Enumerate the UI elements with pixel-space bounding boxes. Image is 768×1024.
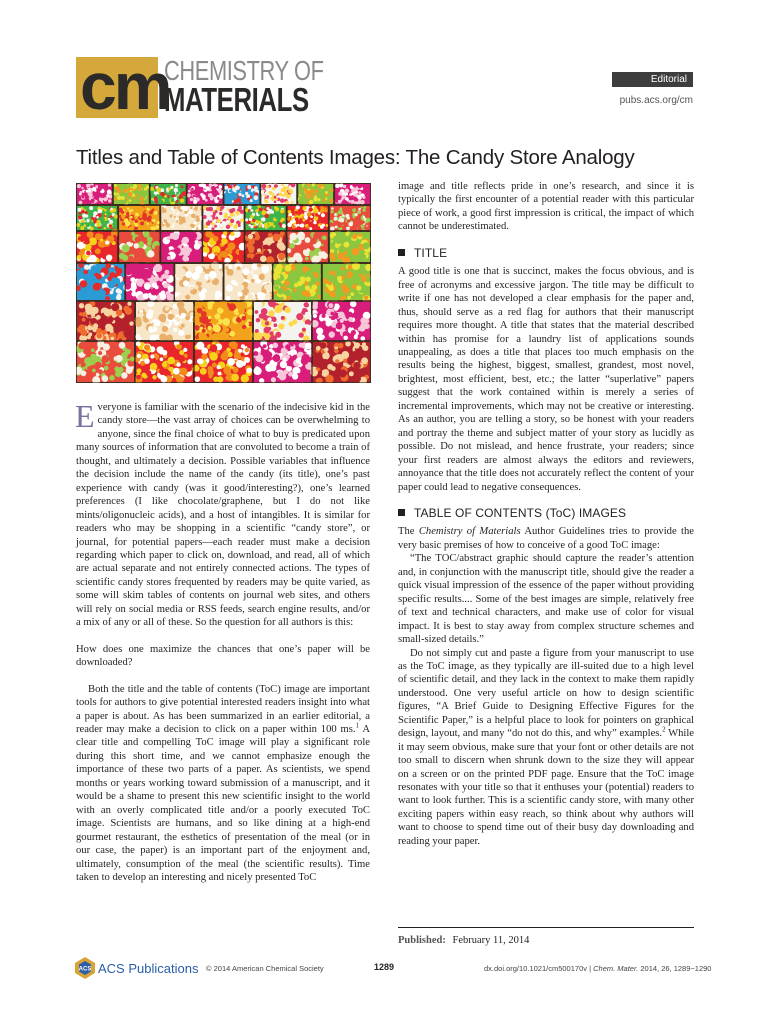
journal-logo-line1: CHEMISTRY OF [164,55,324,86]
paragraph-text: The [398,526,419,538]
journal-abbrev: Chem. Mater. [593,964,639,973]
journal-name: Chemistry of Materials [418,526,521,538]
citation-line [484,964,711,973]
section-heading-text: TITLE [414,245,448,260]
acs-logo-icon [74,956,96,980]
section-bullet-icon [398,509,405,516]
figure-advice-paragraph [398,647,694,849]
published-date: February 11, 2014 [452,935,530,946]
page-number: 1289 [374,962,395,972]
section-bullet-icon [398,249,405,256]
journal-url[interactable]: pubs.acs.org/cm [619,95,693,106]
journal-logo-line2: MATERIALS [164,81,309,118]
section-heading-text: TABLE OF CONTENTS (ToC) IMAGES [414,505,627,520]
reference-2[interactable]: 2 [662,725,666,734]
article-title: Titles and Table of Contents Images: The Candy Store Analogy [76,146,635,169]
svg-text:ACS: ACS [78,966,92,973]
right-column [398,180,694,848]
guidelines-paragraph [398,525,694,552]
paragraph-text-cont: A clear title and compelling ToC image will play a significant role during this short time, and we cannot emphasize enough the importance of these two parts of a paper. As scientists, we spend months or years working toward submission of a manuscript, and it would be a shame to present this new scientific insight to the world with an overly complicated title and/or a poorly executed ToC image. Scientists are humans, and so like dining at a high-end gourmet restaurant, the esthetics of presentation of the meal (or in our case, the paper) is an important part of the enjoyment and, ultimately, consumption of the meal (the scientific results). Time taken to develop an interesting and nicely presented ToC [76,723,370,883]
journal-logo-cm: cm [80,49,170,123]
drop-cap: E [75,398,95,434]
copyright-notice: © 2014 American Chemical Society [206,964,324,973]
doi-link[interactable]: dx.doi.org/10.1021/cm500170v | [484,964,594,973]
title-toc-paragraph [76,683,370,885]
paragraph-text-cont: While it may seem obvious, make sure that your font or other details are not too small to discern when shrunk down to the size they will appear on a screen or on the printed PDF page. Ensure that the ToC image resonates with your title so that it enthuses your (potential) readers to want to look further. This is a scientific candy store, with many other exciting papers within easy reach, so think about why authors will want to choose to spend time out of their busy day downloading and reading your paper. [398,728,695,847]
publisher-name[interactable]: ACS Publications [98,961,199,976]
published-divider [398,927,694,928]
intro-paragraph [75,398,370,630]
paragraph-text-cont: Author Guidelines tries to provide the very basic premises of how to conceive of a good ToC image: [398,526,694,551]
reference-1[interactable]: 1 [355,721,360,730]
candy-store-photo [76,183,371,383]
title-paragraph: A good title is one that is succinct, makes the focus obvious, and is free of acronyms and excessive jargon. The title may be difficult to write if one has not developed a clear emphasis for the paper and, thus, should serve as a red flag for authors that their manuscript requires more thought. A title that states that the material described within has promise for a laundry list of applications sounds unappealing, as does a title that places too much emphasis on the results being the highest, biggest, smallest, grandest, most novel, brightest, most efficient, best, etc.; the latter “superlative” papers suggest that the work contained within is merely a series of incremental improvements, which may not be creative or interesting. As an author, you are telling a story, so be honest with your readers and portray the theme and subject matter of your story as lucidly as possible. Do not mislead, and hence frustrate, your readers; since your first readers are almost always the editors and reviewers, annoyance that the title does not accurately reflect the content of your paper could lead to negative consequences. [398,266,694,493]
citation-details: 2014, 26, 1289−1290 [638,964,712,973]
article-type-badge: Editorial [612,72,693,87]
key-question: How does one maximize the chances that one’s paper will be downloaded? [76,643,370,669]
continued-paragraph: image and title reflects pride in one’s research, and since it is typically the first encounter of a potential reader with this particular piece of work, a good first impression is critical, the impact of which cannot be underestimated. [398,181,694,233]
published-line [398,935,529,946]
paragraph-text: Both the title and the table of contents (ToC) image are important tools for authors to give potential interested readers insight into what a paper is about. As has been summarized in an earlier editorial, a reader may make a decision to click on a paper within 100 ms. [76,683,370,735]
section-heading-title [398,247,694,260]
published-label: Published: [398,935,446,946]
candy-store-image [76,183,371,383]
intro-text: veryone is familiar with the scenario of the indecisive kid in the candy store—the vast array of choices can be overwhelming to anyone, since the final choice of what to buy is predicated upon many sources of information that are convoluted to become a train of thought, and ultimately a decision. Possible variables that influence the decision include the name of the candy (its title), one’s past experience with candy (was it good/interesting?), one’s learned preferences (I like chocolate/graphene, but I do not like mints/oligonucleic acids), and a host of intangibles. It is similar for readers who may be shopping in a scientific “candy store”, or journal, for potential papers—each reader must make a decision regarding which paper to click on, download, and read, all of which are actual separate and not entirely connected actions. The types of scientific candy stores frequented by readers may be quite varied, as some will skim tables of contents on journal web sites, and others will rely on social media or RSS feeds, search engine results, and/or a mix of any or all of these. So the question for all authors is this: [76,402,370,629]
guidelines-quote: “The TOC/abstract graphic should capture the reader’s attention and, in conjunction with the manuscript title, should give the reader a quick visual impression of the essence of the paper without providing specific results.... Some of the best images are simple, relatively free of text and technical characters, and make use of color for visual impact. It is best to stay away from complex structure schemes and small-sized details.” [398,553,694,646]
left-column [75,398,370,884]
paragraph-text: Do not simply cut and paste a figure from your manuscript to use as the ToC image, as they typically are ill-suited due to a high level of scientific detail, and they lack in the context to make them rapidly understood. One very useful article on how to design scientific figures, “A Brief Guide to Designing Effective Figures for the Scientific Paper,” is a helpful place to look for pointers on graphical design, layout, and many “do not do this, and why” examples. [398,647,694,740]
section-heading-toc [398,507,694,520]
